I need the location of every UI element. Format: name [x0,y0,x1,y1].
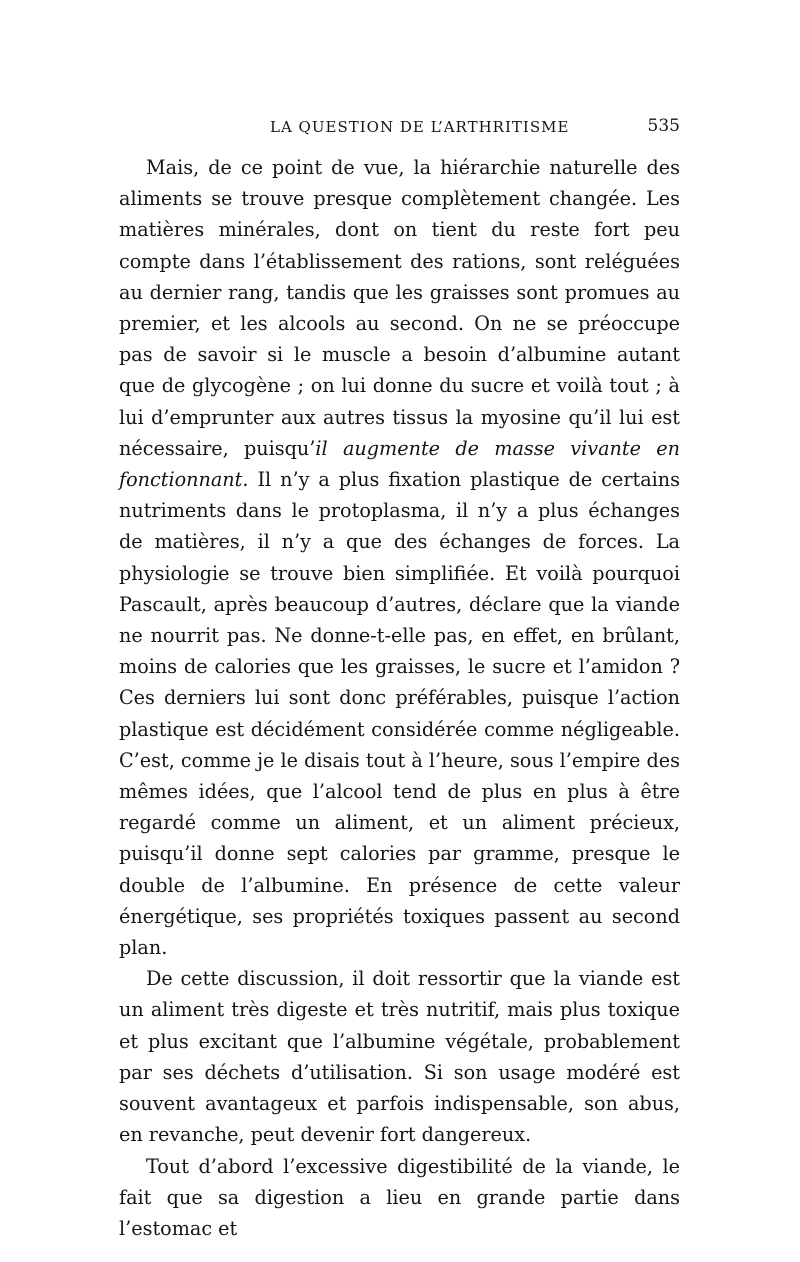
running-head [120,114,680,140]
paragraph-meat-hierarchy [119,152,680,963]
running-title: LA QUESTION DE L’ARTHRITISME [270,118,570,136]
paragraph-text: Mais, de ce point de vue, la hiérarchie naturelle des aliments se trouve presque complètement changée. Les matières minérales, dont on tient du reste fort peu compte dans l’établissement des rations, sont reléguées au dernier rang, tandis que les graisses sont promues au premier, et les alcools au second. On ne se préoccupe pas de savoir si le muscle a besoin d’albumine autant que de glycogène ; on lui donne du sucre et voilà tout ; à lui d’emprunter aux autres tissus la myosine qu’il lui est nécessaire, puisqu’ [119,156,680,460]
paragraph-text-continuation: Il n’y a plus fixation plastique de certains nutriments dans le protoplasma, il n’y a plus échanges de matières, il n’y a que des échanges de forces. La physiologie se trouve bien simplifiée. Et voilà pourquoi Pascault, après beaucoup d’autres, déclare que la viande ne nourrit pas. Ne donne-t-elle pas, en effet, en brûlant, moins de calories que les graisses, le sucre et l’amidon ? Ces derniers lui sont donc préférables, puisque l’action plastique est décidément considérée comme négligeable. C’est, comme je le disais tout à l’heure, sous l’empire des mêmes idées, que l’alcool tend de plus en plus à être regardé comme un aliment, et un aliment précieux, puisqu’il donne sept calories par gramme, presque le double de l’albumine. En présence de cette valeur énergétique, ses propriétés toxiques passent au second plan. [119,468,680,960]
paragraph-discussion: De cette discussion, il doit ressortir que la viande est un aliment très digeste et très nutritif, mais plus toxique et plus excitant que l’albumine végétale, probablement par ses déchets d’utilisation. Si son usage modéré est souvent avantageux et parfois indispensable, son abus, en revanche, peut devenir fort dangereux. [119,967,680,1147]
page-number: 535 [647,116,680,136]
body-text [119,152,680,1244]
paragraph-digestibility: Tout d’abord l’excessive digestibilité de la viande, le fait que sa digestion a lieu en grande partie dans l’estomac et [119,1154,680,1240]
italic-phrase: il augmente de masse vivante en fonctionnant. [119,436,680,492]
